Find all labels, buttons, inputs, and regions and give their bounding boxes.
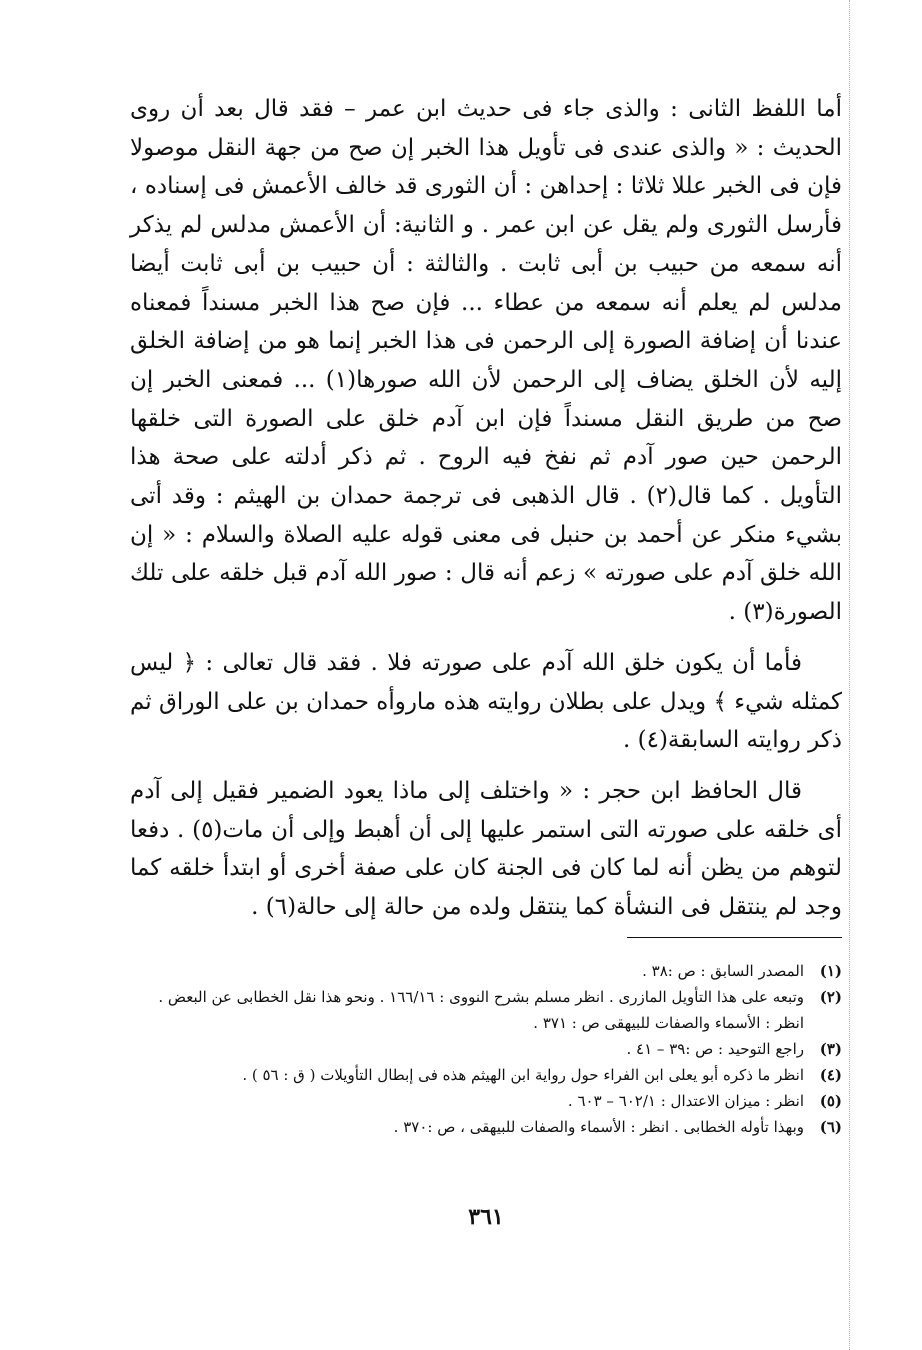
footnote-6: [130, 1114, 842, 1140]
footnote-3: [130, 1036, 842, 1062]
paragraph-1: أما اللفظ الثانى : والذى جاء فى حديث ابن عمر – فقد قال بعد أن روى الحديث : « والذى عندى فى تأويل هذا الخبر إن صح من جهة النقل موصولا فإن فى الخبر عللا ثلاثا : إحداهن : أن الثورى قد خالف الأعمش فى إسناده ، فأرسل الثورى ولم يقل عن ابن عمر . و الثانية: أن الأعمش مدلس لم يذكر أنه سمعه من حبيب بن أبى ثابت . والثالثة : أن حبيب بن أبى ثابت أيضا مدلس لم يعلم أنه سمعه من عطاء ... فإن صح هذا الخبر مسنداً فمعناه عندنا أن إضافة الصورة إلى الرحمن فى هذا الخبر إنما هو من إضافة الخلق إليه لأن الخلق يضاف إلى الرحمن لأن الله صورها(١) ... فمعنى الخبر إن صح من طريق النقل مسنداً فإن ابن آدم خلق على الصورة التى خلقها الرحمن حين صور آدم ثم نفخ فيه الروح . ثم ذكر أدلته على صحة هذا التأويل . كما قال(٢) . قال الذهبى فى ترجمة حمدان بن الهيثم : وقد أتى بشيء منكر عن أحمد بن حنبل فى معنى قوله عليه الصلاة والسلام : « إن الله خلق آدم على صورته » زعم أنه قال : صور الله آدم قبل خلقه على تلك الصورة(٣) .: [130, 96, 842, 626]
footnote-text: انظر ما ذكره أبو يعلى ابن الفراء حول رواية ابن الهيثم هذه فى إبطال التأويلات ( ق : ٥٦ ) .: [242, 1066, 804, 1084]
footnote-text: وتبعه على هذا التأويل المازرى . انظر مسلم بشرح النووى : ١٦٦/١٦ . ونحو هذا نقل الخطابى عن البعض . انظر : الأسماء والصفات للبيهقى ص : ٣٧١ .: [158, 988, 804, 1032]
paragraph-2: فأما أن يكون خلق الله آدم على صورته فلا . فقد قال تعالى : ﴿ ليس كمثله شيء ﴾ ويدل على بطلان روايته هذه ماروأه حمدان بن على الوراق ثم ذكر روايته السابقة(٤) .: [130, 649, 842, 754]
footnote-1: [130, 958, 842, 984]
footnote-text: انظر : ميزان الاعتدال : ٦٠٢/١ – ٦٠٣ .: [567, 1092, 804, 1110]
footnote-4: [130, 1062, 842, 1088]
page-number: ٣٦١: [468, 1204, 504, 1230]
footnote-number: (٦): [819, 1118, 842, 1136]
paragraph-3: قال الحافظ ابن حجر : « واختلف إلى ماذا يعود الضمير فقيل إلى آدم أى خلقه على صورته التى استمر عليها إلى أن أهبط وإلى أن مات(٥) . دفعا لتوهم من يظن أنه لما كان فى الجنة كان على صفة أخرى أو ابتدأ خلقه كما وجد لم ينتقل فى النشأة كما ينتقل ولده من حالة إلى حالة(٦) .: [130, 777, 843, 921]
footnote-number: (١): [819, 962, 842, 980]
footnote-2: [130, 984, 842, 1036]
footnote-text: راجع التوحيد : ص :٣٩ – ٤١ .: [626, 1040, 804, 1058]
footnote-number: (٥): [819, 1092, 842, 1110]
footnote-text: وبهذا تأوله الخطابى . انظر : الأسماء والصفات للبيهقى ، ص :٣٧٠ .: [393, 1118, 804, 1136]
footnote-number: (٢): [819, 988, 842, 1006]
footnote-number: (٤): [819, 1066, 842, 1084]
footnote-number: (٣): [819, 1040, 842, 1058]
scan-edge-line: [849, 0, 850, 1350]
footnote-text: المصدر السابق : ص :٣٨ .: [642, 962, 804, 980]
footnotes: [130, 958, 842, 1140]
footnote-5: [130, 1088, 842, 1114]
footnote-separator: [627, 937, 842, 938]
main-text: [130, 90, 842, 927]
